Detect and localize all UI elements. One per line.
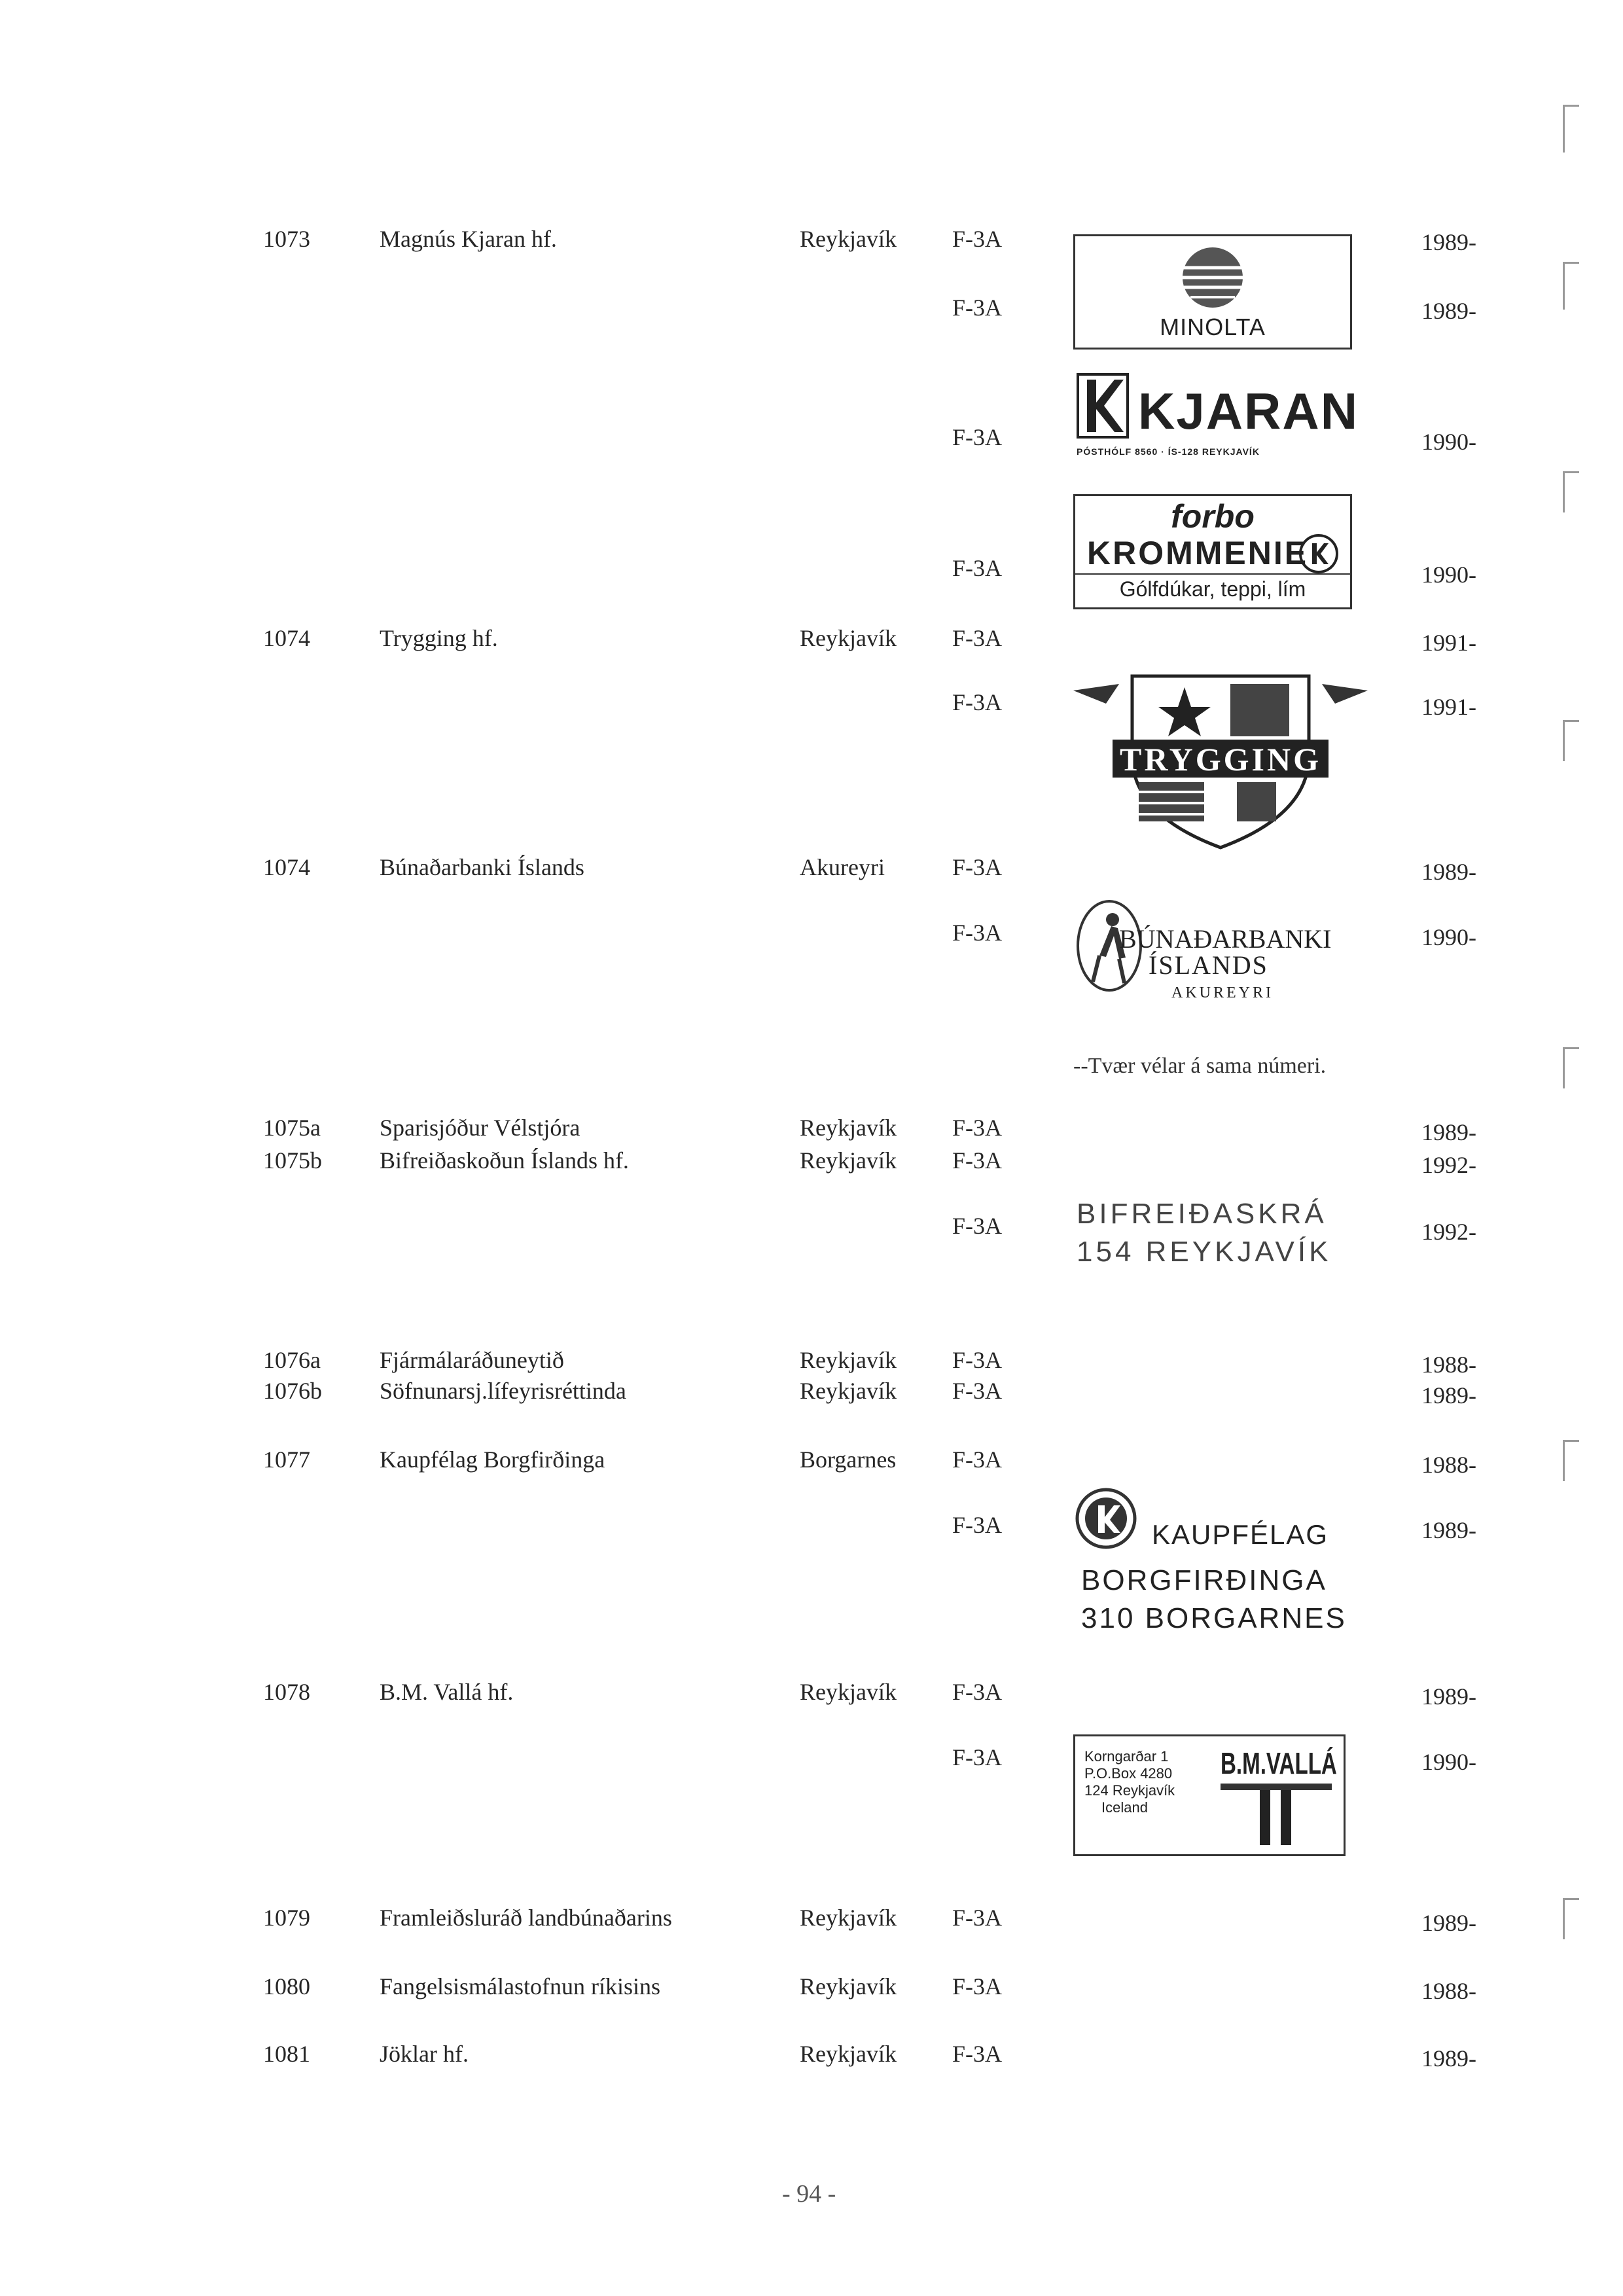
year-from: 1989- [1421,1517,1476,1543]
entry-city: Reykjavík [800,625,897,651]
year-from: 1989- [1421,229,1476,255]
entry-name: Fjármálaráðuneytið [380,1347,564,1373]
bmvalla-logo-icon [1221,1784,1332,1849]
kaupfelag-line3: 310 BORGARNES [1081,1602,1347,1634]
entry-name: Kaupfélag Borgfirðinga [380,1446,605,1473]
year-from: 1992- [1421,1152,1476,1178]
year-from: 1990- [1421,1749,1476,1775]
kjaran-k-icon [1077,373,1129,439]
scan-edge-mark [1563,1440,1579,1481]
entry-name: Magnús Kjaran hf. [380,226,557,252]
year-from: 1988- [1421,1978,1476,2004]
year-from: 1989- [1421,1910,1476,1936]
machine-type: F-3A [952,1744,1003,1770]
machine-type: F-3A [952,424,1003,450]
entry-name: Búnaðarbanki Íslands [380,854,584,880]
forbo-brand: forbo [1171,498,1255,535]
machine-type: F-3A [952,689,1003,715]
machine-type: F-3A [952,1905,1003,1931]
machine-type: F-3A [952,1115,1003,1141]
machine-type: F-3A [952,555,1003,581]
minolta-stamp [1073,234,1352,350]
forbo-subtitle: Gólfdúkar, teppi, lím [1075,573,1350,601]
entry-number: 1075b [263,1147,322,1174]
entry-city: Reykjavík [800,1115,897,1141]
entry-name: B.M. Vallá hf. [380,1679,514,1705]
kaupfelag-line1: KAUPFÉLAG [1152,1519,1329,1550]
entry-city: Reykjavík [800,1378,897,1404]
entry-name: Sparisjóður Vélstjóra [380,1115,580,1141]
machine-type: F-3A [952,1679,1003,1705]
entry-name: Söfnunarsj.lífeyrisréttinda [380,1378,626,1404]
machine-type: F-3A [952,295,1003,321]
entry-number: 1080 [263,1973,310,2000]
machine-type: F-3A [952,625,1003,651]
entry-name: Jöklar hf. [380,2041,469,2067]
entry-city: Reykjavík [800,1147,897,1174]
bifreidaskra-line1: BIFREIÐASKRÁ [1077,1198,1327,1230]
year-from: 1989- [1421,298,1476,324]
year-from: 1989- [1421,1683,1476,1710]
year-from: 1990- [1421,924,1476,950]
entry-city: Reykjavík [800,1905,897,1931]
year-from: 1992- [1421,1219,1476,1245]
kjaran-wordmark: KJARAN [1138,382,1359,440]
entry-number: 1076a [263,1347,321,1373]
machine-type: F-3A [952,1213,1003,1239]
year-from: 1991- [1421,630,1476,656]
year-from: 1988- [1421,1352,1476,1378]
year-from: 1990- [1421,562,1476,588]
kaupfelag-emblem-icon [1073,1486,1139,1551]
entry-number: 1073 [263,226,310,252]
entry-city: Reykjavík [800,226,897,252]
year-from: 1989- [1421,1119,1476,1145]
machine-type: F-3A [952,854,1003,880]
forbo-stamp [1073,494,1352,609]
kaupfelag-stamp [1073,1486,1361,1643]
entry-name: Bifreiðaskoðun Íslands hf. [380,1147,629,1174]
machine-type: F-3A [952,2041,1003,2067]
kaupfelag-line2: BORGFIRÐINGA [1081,1564,1327,1596]
machine-type: F-3A [952,1147,1003,1174]
bmvalla-address-1: Korngarðar 1 [1084,1748,1169,1765]
kjaran-stamp [1077,373,1358,465]
minolta-text: MINOLTA [1160,314,1266,340]
bmvalla-address-4: Iceland [1101,1799,1148,1816]
year-from: 1991- [1421,694,1476,720]
machine-type: F-3A [952,1973,1003,2000]
entry-city: Reykjavík [800,1679,897,1705]
machine-type: F-3A [952,1512,1003,1538]
krommenie-name: KROMMENIE [1087,535,1309,571]
scan-edge-mark [1563,720,1579,761]
bunadarbanki-stamp [1073,897,1361,1021]
bmvalla-stamp [1073,1734,1346,1856]
annotation-note: --Tvær vélar á sama númeri. [1073,1054,1327,1078]
scan-edge-mark [1563,262,1579,310]
entry-name: Framleiðsluráð landbúnaðarins [380,1905,672,1931]
entry-number: 1081 [263,2041,310,2067]
scan-edge-mark [1563,1047,1579,1088]
page-number: - 94 - [782,2180,836,2208]
year-from: 1989- [1421,2045,1476,2072]
kjaran-address: PÓSTHÓLF 8560 · ÍS-128 REYKJAVÍK [1077,446,1260,457]
entry-number: 1077 [263,1446,310,1473]
entry-city: Akureyri [800,854,885,880]
scan-edge-mark [1563,1898,1579,1939]
scan-edge-mark [1563,471,1579,512]
bunadarbanki-line3: AKUREYRI [1171,984,1274,1001]
machine-type: F-3A [952,920,1003,946]
year-from: 1990- [1421,429,1476,455]
year-from: 1989- [1421,1382,1476,1408]
machine-type: F-3A [952,1347,1003,1373]
entry-city: Reykjavík [800,1347,897,1373]
machine-type: F-3A [952,1446,1003,1473]
scan-edge-mark [1563,105,1579,152]
entry-number: 1076b [263,1378,322,1404]
bunadarbanki-line2: ÍSLANDS [1149,950,1268,980]
bunadarbanki-line1: BÚNAÐARBANKI [1119,924,1332,954]
krommenie-k-icon [1298,533,1340,575]
trygging-stamp [1073,658,1368,854]
machine-type: F-3A [952,226,1003,252]
bifreidaskra-stamp [1077,1198,1351,1283]
entry-city: Reykjavík [800,2041,897,2067]
entry-number: 1075a [263,1115,321,1141]
machine-type: F-3A [952,1378,1003,1404]
entry-name: Trygging hf. [380,625,498,651]
minolta-globe-icon [1075,242,1350,314]
year-from: 1988- [1421,1452,1476,1478]
bifreidaskra-line2: 154 REYKJAVÍK [1077,1236,1332,1268]
entry-name: Fangelsismálastofnun ríkisins [380,1973,660,2000]
entry-number: 1074 [263,854,310,880]
bmvalla-address-2: P.O.Box 4280 [1084,1765,1173,1782]
entry-city: Reykjavík [800,1973,897,2000]
entry-city: Borgarnes [800,1446,897,1473]
year-from: 1989- [1421,859,1476,885]
entry-number: 1074 [263,625,310,651]
bmvalla-wordmark: B.M.VALLÁ [1221,1746,1337,1780]
entry-number: 1078 [263,1679,310,1705]
bmvalla-address-3: 124 Reykjavík [1084,1782,1175,1799]
entry-number: 1079 [263,1905,310,1931]
trygging-banner-text: TRYGGING [1119,741,1322,778]
